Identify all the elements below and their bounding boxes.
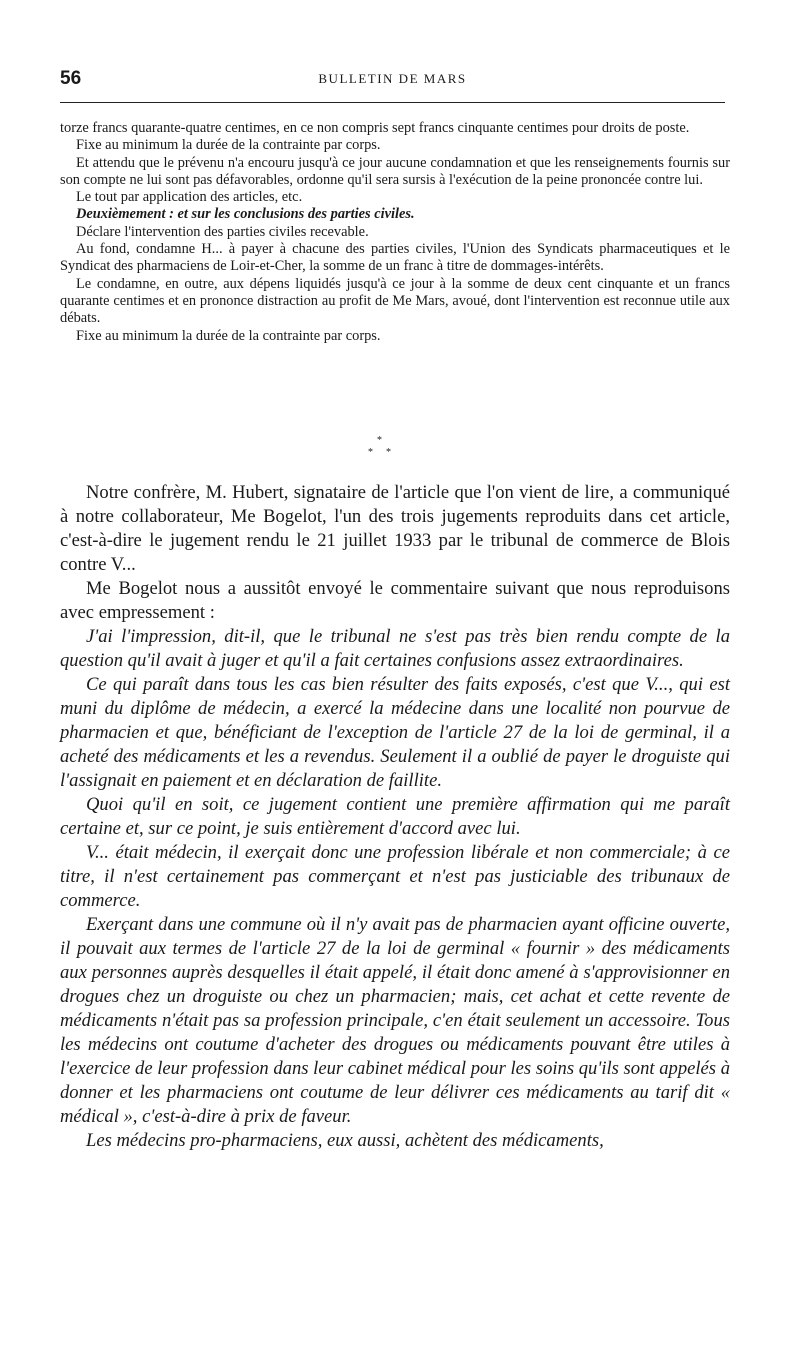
paragraph: J'ai l'impression, dit-il, que le tribunal ne s'est pas très bien rendu compte de la question qu'il avait à juger et qu'il a fait certaines confusions assez extraordinaires. (60, 626, 730, 671)
paragraph: V... était médecin, il exerçait donc une profession libérale et non commerciale; à ce titre, il n'est certainement pas commerçant et n'est pas justiciable des tribunaux de commerce. (60, 842, 730, 911)
running-head: BULLETIN DE MARS (318, 71, 467, 86)
paragraph: Exerçant dans une commune où il n'y avait pas de pharmacien ayant officine ouverte, il pouvait aux termes de l'article 27 de la loi de germinal « fournir » des médicaments aux personnes auprès desquelles il était appelé, il était donc amené à s'approvisionner en drogues chez un droguiste ou chez un pharmacien; mais, cet achat et cette revente de médicaments n'était pas sa profession principale, c'en était seulement un accessoire. Tous les médecins ont coutume d'acheter des drogues ou médicaments pouvant être utiles à l'exercice de leur profession dans leur cabinet médical pour les soins qu'ils sont appelés à donner et les pharmaciens ont coutume de leur délivrer ces médicaments au tarif dit « médical », c'est-à-dire à prix de faveur. (60, 914, 730, 1127)
paragraph: Fixe au minimum la durée de la contrainte par corps. (76, 327, 381, 344)
header-rule (60, 102, 725, 103)
page-number: 56 (60, 68, 82, 89)
paragraph: Me Bogelot nous a aussitôt envoyé le commentaire suivant que nous reproduisons avec empressement : (60, 578, 730, 623)
paragraph: Le condamne, en outre, aux dépens liquidés jusqu'à ce jour à la somme de deux cent cinquante et un francs quarante centimes et en prononce distraction au profit de Me Mars, avoué, dont l'intervention est reconnue utile aux débats. (60, 275, 730, 327)
paragraph: Deuxièmement : et sur les conclusions des parties civiles. (76, 206, 415, 223)
asterism (362, 436, 402, 466)
paragraph: torze francs quarante-quatre centimes, en ce non compris sept francs cinquante centimes pour droits de poste. (60, 120, 690, 136)
asterisk: * (386, 447, 391, 458)
asterisk: * (368, 447, 373, 458)
asterisk: * (377, 435, 382, 446)
paragraph: Les médecins pro-pharmaciens, eux aussi, achètent des médicaments, (86, 1130, 604, 1151)
page-header (60, 68, 725, 96)
paragraph: Au fond, condamne H... à payer à chacune des parties civiles, l'Union des Syndicats pharmaceutiques et le Syndicat des pharmaciens de Loir-et-Cher, la somme de un franc à titre de dommages-intérêts. (60, 241, 730, 275)
commentary-text (60, 481, 730, 1153)
paragraph: Ce qui paraît dans tous les cas bien résulter des faits exposés, c'est que V..., qui est muni du diplôme de médecin, a exercé la médecine dans une localité non pourvue de pharmacien et que, bénéficiant de l'exception de l'article 27 de la loi de germinal, il a acheté des médicaments et les a revendus. Seulement il a oublié de payer le droguiste qui l'assignait en paiement et en déclaration de faillite. (60, 674, 730, 791)
paragraph: Le tout par application des articles, etc. (76, 189, 303, 206)
judgment-text (60, 120, 730, 345)
paragraph: Notre confrère, M. Hubert, signataire de l'article que l'on vient de lire, a communiqué à notre collaborateur, Me Bogelot, l'un des trois jugements reproduits dans cet article, c'est-à-dire le jugement rendu le 21 juillet 1933 par le tribunal de commerce de Blois contre V... (60, 482, 730, 575)
paragraph: Déclare l'intervention des parties civiles recevable. (76, 223, 369, 240)
paragraph: Fixe au minimum la durée de la contrainte par corps. (76, 137, 381, 154)
paragraph: Et attendu que le prévenu n'a encouru jusqu'à ce jour aucune condamnation et que les renseignements fournis sur son compte ne lui sont pas défavorables, ordonne qu'il sera sursis à l'exécution de la peine prononcée contre lui. (60, 154, 730, 188)
paragraph: Quoi qu'il en soit, ce jugement contient une première affirmation qui me paraît certaine et, sur ce point, je suis entièrement d'accord avec lui. (60, 794, 730, 839)
